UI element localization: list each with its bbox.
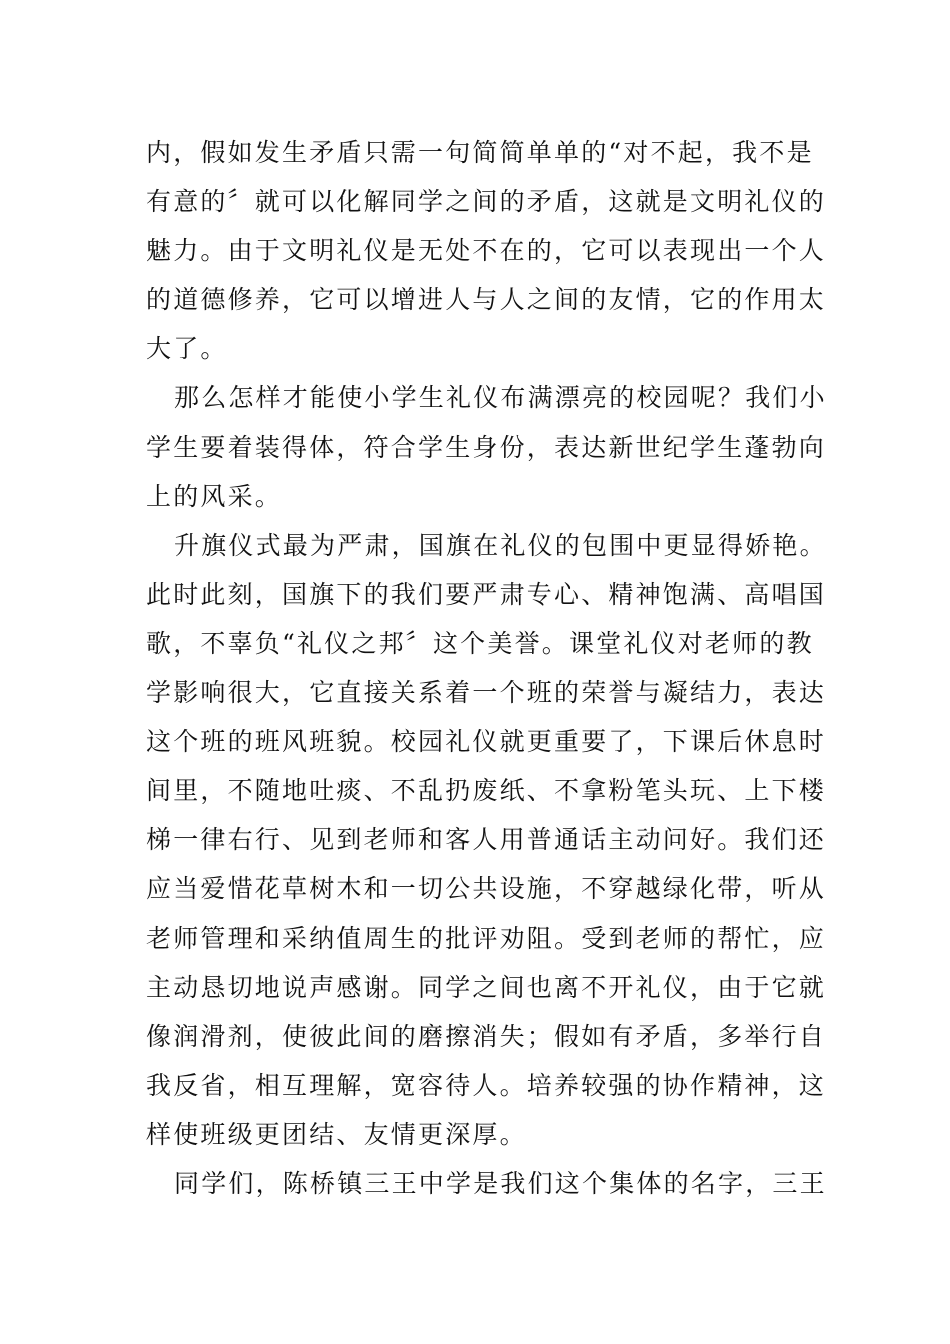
text-line: 主动恳切地说声感谢。同学之间也离不开礼仪，由于它就: [146, 972, 827, 1002]
text-line: 大了。: [146, 334, 228, 364]
body-text: [146, 128, 827, 1208]
text-line: 梯一律右行、见到老师和客人用普通话主动问好。我们还: [146, 825, 827, 855]
text-line: 上的风采。: [146, 481, 283, 511]
text-line: 我反省，相互理解，宽容待人。培养较强的协作精神，这: [146, 1070, 827, 1100]
paragraph-start-line: 同学们，陈桥镇三王中学是我们这个集体的名字，三王: [174, 1168, 827, 1198]
text-line: 学生要着装得体，符合学生身份，表达新世纪学生蓬勃向: [146, 432, 827, 462]
text-line: 间里，不随地吐痰、不乱扔废纸、不拿粉笔头玩、上下楼: [146, 776, 827, 806]
text-line: 老师管理和采纳值周生的批评劝阻。受到老师的帮忙，应: [146, 923, 827, 953]
text-line: 的道德修养，它可以增进人与人之间的友情，它的作用太: [146, 285, 827, 315]
text-line: 此时此刻，国旗下的我们要严肃专心、精神饱满、高唱国: [146, 579, 827, 609]
paragraph-start-line: 升旗仪式最为严肃，国旗在礼仪的包围中更显得娇艳。: [174, 530, 827, 560]
text-line: 应当爱惜花草树木和一切公共设施，不穿越绿化带，听从: [146, 874, 827, 904]
text-line: 歌，不辜负“礼仪之邦〞这个美誉。课堂礼仪对老师的教: [146, 628, 814, 658]
text-line: 样使班级更团结、友情更深厚。: [146, 1119, 527, 1149]
text-line: 魅力。由于文明礼仪是无处不在的，它可以表现出一个人: [146, 236, 827, 266]
text-line: 内，假如发生矛盾只需一句简简单单的“对不起，我不是: [146, 138, 814, 167]
text-line: 有意的〞就可以化解同学之间的矛盾，这就是文明礼仪的: [146, 187, 827, 217]
paragraph-start-line: 那么怎样才能使小学生礼仪布满漂亮的校园呢？我们小: [174, 383, 827, 413]
text-line: 像润滑剂，使彼此间的磨擦消失；假如有矛盾，多举行自: [146, 1021, 827, 1051]
text-line: 学影响很大，它直接关系着一个班的荣誉与凝结力，表达: [146, 678, 827, 708]
text-line: 这个班的班风班貌。校园礼仪就更重要了，下课后休息时: [146, 727, 827, 757]
